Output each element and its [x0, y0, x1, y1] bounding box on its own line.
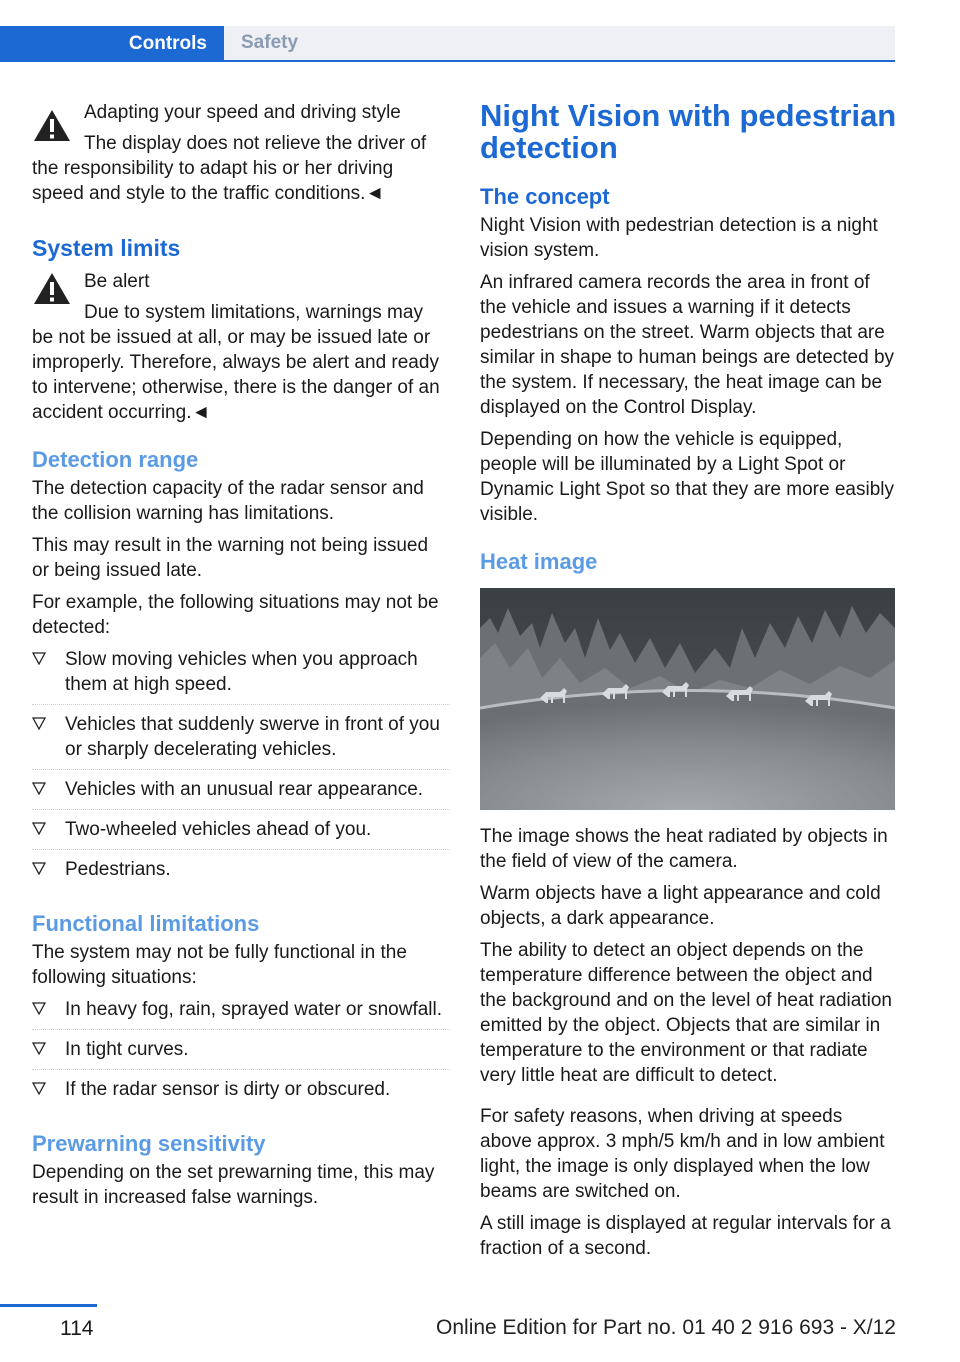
page-title: Night Vision with pedestrian detection	[480, 98, 897, 165]
paragraph: This may result in the warning not being issued or being issued late.	[32, 535, 429, 581]
paragraph: Night Vision with pedestrian detection is a night vision system.	[480, 215, 878, 261]
paragraph: Depending on how the vehicle is equipped, people will be illuminated by a Light Spot or Dynamic Light Spot so that they are more easibly visible.	[480, 429, 894, 525]
paragraph: The system may not be fully functional in the following situations:	[32, 942, 407, 988]
paragraph: Warm objects have a light appearance and cold objects, a dark appearance.	[480, 883, 881, 929]
page-number: 114	[60, 1317, 94, 1340]
paragraph: A still image is displayed at regular intervals for a fraction of a second.	[480, 1213, 891, 1259]
list-item: Vehicles that suddenly swerve in front of you or sharply decelerating vehicles.	[32, 712, 450, 770]
bullet-triangle-icon	[32, 822, 46, 835]
limitations-list	[32, 997, 450, 1109]
list-item: Vehicles with an unusual rear appearance.	[32, 777, 450, 810]
warning-title: Be alert	[84, 271, 150, 292]
warning-title: Adapting your speed and driving style	[84, 102, 401, 123]
paragraph: An infrared camera records the area in front of the vehicle and issues a warning if it detects pedestrians on the street. Warm objects that are similar in shape to human beings are detected by the system. If necessary, the heat image can be displayed on the Control Display.	[480, 272, 895, 418]
heading-system-limits: System limits	[32, 235, 181, 261]
warning-text-line: Due to system limitations, warnings may	[84, 302, 423, 323]
list-item: Pedestrians.	[32, 857, 450, 889]
warning-text-line: The display does not relieve the driver of	[84, 133, 427, 154]
bullet-triangle-icon	[32, 1002, 46, 1015]
heading-functional-limitations: Functional limitations	[32, 911, 260, 936]
heat-image-illustration	[480, 588, 895, 810]
paragraph: The image shows the heat radiated by objects in the field of view of the camera.	[480, 826, 888, 872]
bullet-triangle-icon	[32, 652, 46, 665]
list-item: Two-wheeled vehicles ahead of you.	[32, 817, 450, 850]
paragraph: For example, the following situations may not be detected:	[32, 592, 439, 638]
warning-text: the responsibility to adapt his or her driving speed and style to the traffic conditions.◄	[32, 158, 394, 204]
right-column	[480, 100, 898, 1268]
warning-speed-style	[32, 100, 450, 206]
warning-be-alert	[32, 269, 450, 425]
paragraph: Depending on the set prewarning time, this may result in increased false warnings.	[32, 1162, 435, 1208]
heading-heat-image: Heat image	[480, 549, 598, 574]
bullet-triangle-icon	[32, 1082, 46, 1095]
heading-the-concept: The concept	[480, 184, 610, 209]
tab-controls[interactable]: Controls	[0, 26, 224, 62]
warning-triangle-icon	[32, 271, 72, 307]
heading-detection-range: Detection range	[32, 447, 199, 472]
list-item: If the radar sensor is dirty or obscured.	[32, 1077, 450, 1109]
list-item: In tight curves.	[32, 1037, 450, 1070]
bullet-triangle-icon	[32, 717, 46, 730]
tab-safety[interactable]: Safety	[224, 26, 895, 60]
warning-triangle-icon	[32, 108, 72, 144]
list-item: Slow moving vehicles when you approach them at high speed.	[32, 647, 450, 705]
paragraph: The detection capacity of the radar sensor and the collision warning has limitations.	[32, 478, 424, 524]
list-item: In heavy fog, rain, sprayed water or snowfall.	[32, 997, 450, 1030]
left-column	[32, 100, 450, 1217]
footer-edition: Online Edition for Part no. 01 40 2 916 693 - X/12	[436, 1316, 896, 1339]
detection-list	[32, 647, 450, 889]
paragraph: For safety reasons, when driving at speeds above approx. 3 mph/5 km/h and in low ambient light, the image is only displayed when the low beams are switched on.	[480, 1106, 885, 1202]
bullet-triangle-icon	[32, 862, 46, 875]
paragraph: The ability to detect an object depends on the temperature difference between the object and the background and on the level of heat radiation emitted by the object. Objects that are similar in temperature to the environment or that radiate very little heat are difficult to detect.	[480, 940, 892, 1086]
bullet-triangle-icon	[32, 1042, 46, 1055]
footer-rule	[0, 1304, 97, 1307]
bullet-triangle-icon	[32, 782, 46, 795]
header-tabs	[0, 26, 895, 62]
heading-prewarning-sensitivity: Prewarning sensitivity	[32, 1131, 266, 1156]
warning-text: be not be issued at all, or may be issued late or improperly. Therefore, always be alert and ready to intervene; otherwise, there is the danger of an accident occurring.◄	[32, 327, 440, 423]
